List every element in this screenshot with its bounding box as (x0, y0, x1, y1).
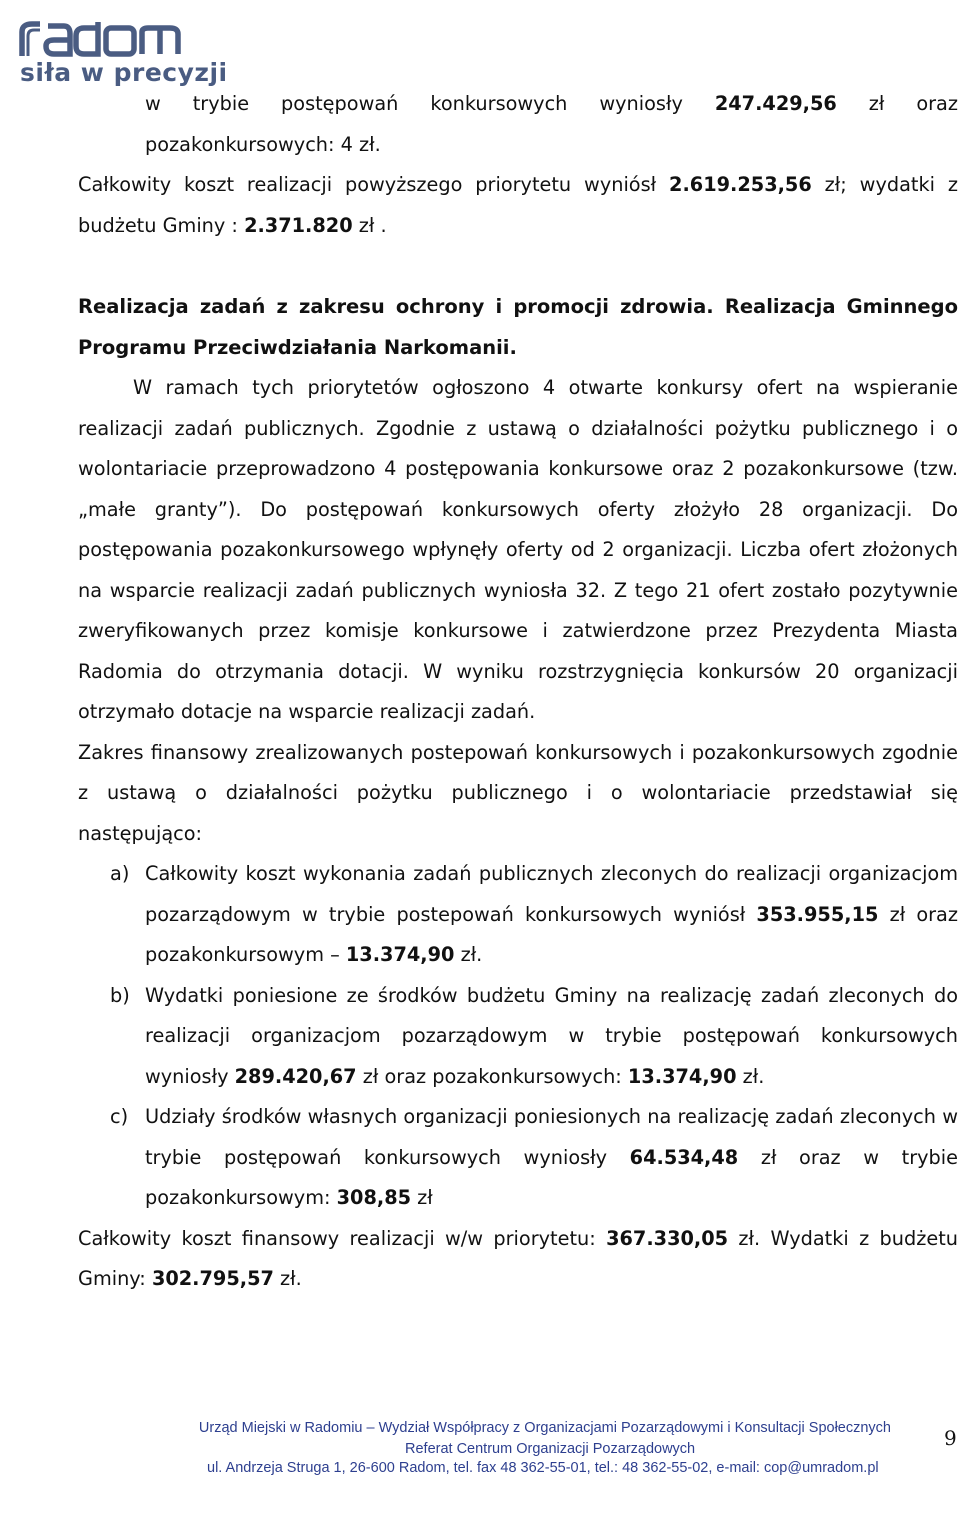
paragraph-5: Całkowity koszt finansowy realizacji w/w priorytetu: 367.330,05 zł. Wydatki z budżetu Gminy: 302.795,57 zł. (78, 1226, 958, 1290)
section-heading: Realizacja zadań z zakresu ochrony i promocji zdrowia. Realizacja Gminnego Programu Przeciwdziałania Narkomanii. (78, 295, 958, 359)
list-item-a: a) Całkowity koszt wykonania zadań publicznych zleconych do realizacji organizacjom pozarządowym w trybie postepowań konkursowych wyniósł 353.955,15 zł oraz pozakonkursowym – 13.374,90 zł. (110, 862, 958, 966)
logo-wordmark: radom (18, 18, 22, 19)
list-item-b: b) Wydatki poniesione ze środków budżetu Gminy na realizację zadań zleconych do realizacji organizacjom pozarządowym w trybie postępowań konkursowych wyniosły 289.420,67 zł oraz pozakonkursowych: 13.374,90 zł. (110, 983, 958, 1088)
list-item-c: c) Udziały środków własnych organizacji poniesionych na realizację zadań zleconych w trybie postępowań konkursowych wyniosły 64.534,48 zł oraz w trybie pozakonkursowym: 308,85 zł (110, 1105, 959, 1209)
logo-tagline: siła w precyzji (20, 58, 228, 87)
footer-contact: ul. Andrzeja Struga 1, 26-600 Radom, tel. fax 48 362-55-01, tel.: 48 362-55-02, e-mail: cop@umradom.pl (207, 1460, 879, 1476)
page-body (78, 84, 958, 1300)
radom-wordmark-graphic (18, 18, 218, 58)
paragraph-1: w trybie postępowań konkursowych wyniosły 247.429,56 zł oraz pozakonkursowych: 4 zł. (145, 92, 958, 156)
footer-department: Referat Centrum Organizacji Pozarządowych (405, 1441, 696, 1457)
footer-office: Urząd Miejski w Radomiu – Wydział Współpracy z Organizacjami Pozarządowymi i Konsultacji Społecznych (198, 1420, 891, 1436)
paragraph-3: W ramach tych priorytetów ogłoszono 4 otwarte konkursy ofert na wspieranie realizacji zadań publicznych. Zgodnie z ustawą o działalności pożytku publicznego i o wolontariacie przeprowadzono 4 postępowania konkursowe oraz 2 pozakonkursowe (tzw. „małe granty”). Do postępowań konkursowych oferty złożyło 28 organizacji. Do postępowania pozakonkursowego wpłynęły oferty od 2 organizacji. Liczba ofert złożonych na wsparcie realizacji zadań publicznych wyniosła 32. Z tego 21 ofert zostało pozytywnie zweryfikowanych przez komisje konkursowe i zatwierdzone przez Prezydenta Miasta Radomia do otrzymania dotacji. W wyniku rozstrzygnięcia konkursów 20 organizacji otrzymało dotacje na wsparcie realizacji zadań. (78, 376, 958, 723)
paragraph-2: Całkowity koszt realizacji powyższego priorytetu wyniósł 2.619.253,56 zł; wydatki z budżetu Gminy : 2.371.820 zł . (78, 173, 959, 237)
radom-logo (18, 18, 228, 87)
page-number: 9 (944, 1426, 957, 1450)
paragraph-4: Zakres finansowy zrealizowanych postepowań konkursowych i pozakonkursowych zgodnie z ustawą o działalności pożytku publicznego i o wolontariacie przedstawiał się następująco: (78, 740, 958, 845)
